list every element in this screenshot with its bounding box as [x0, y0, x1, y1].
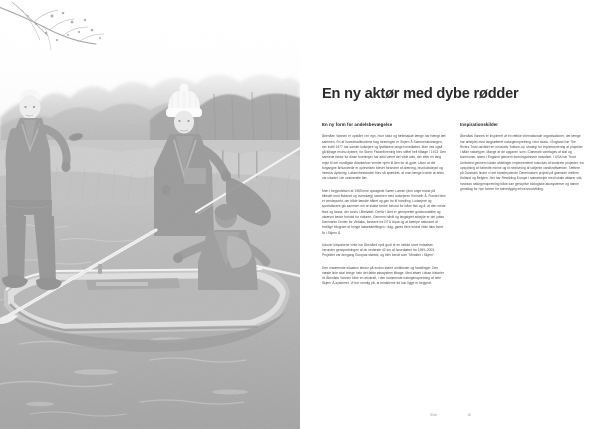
page-title: En ny aktør med dybe rødder	[322, 85, 519, 102]
body-paragraph: Udover kilopalorne virke har Åbenåed nydt godt af en række store indsatser, herunder genopretningen af de nederste 42 km af hovedløbet fra 1999–2003. Projektet var dengang Europas største, og blev kendt som "Mirakler i Skjern".	[322, 242, 436, 258]
body-paragraph: Åbenåds Vannes er inspireret af en række internationale organisationer, der længe har arbejdet med langsøtteret naturgenopretning i stor skala. I England har The Rivers Trust udviklet en innovativ 'bottom-up' strategi for implementering af projekter i både naturtyper, Mange af de opgaver, som i Danmark varetages af stat og kommuner, løses i England gennem foreningsdrevne indsatser. I USA har Trout Unlimited gennem lokale afdelinger implementeret tusindvis af konkrete projekter, fra opsydning af forbedte minne og til nedrivning af udtjente vandkraftværker. Tættere på Danmark finder vi det banebrydende Oeremossen projekt på grænsen mellem Holland og Belgien. Her har Rewilding Europe i samarbejde med lokale aktører vist, hvordan naturgenopretning både kan genoplive biologiske økosystemer og danne grundlag for nye former for bæredygtig erhvervsudvikling.	[460, 134, 584, 191]
column-heading-andelsbevaegelse: En ny form for andelsbevægelse	[322, 122, 393, 127]
body-paragraph: Åbenåen Vannen er opstået i en egn, hvor natur og fællesskab længe har hængt tæt sammen. En af hovedtraditionerne bag foreningen er Skjern Å Sammenslutningen, der indtil 1977 har samlet lodsejere og lystfiskere langs hovedløbet. Man ved også gå tilbage endnu dybere, for Skern Fiskeriforening blev stiftet helt tilbage i 1913. Den samlede faktor for disse foreninger har altid været det vilde laks, der efter en lang rejse til det nordligste Atlanterhav vender hjem til åen for at gyde. Uden at det forgangne århundrede er oplevelsen blevet forandret af dræning, brunkulsdepot og intensiv dyrkning. Laksenbestanden blev så spæktret, at man længe troede at arten var udødet i de vestvendte åer.	[322, 134, 446, 181]
page-footer	[322, 413, 584, 417]
body-paragraph: Den nuværende situation tekdor på endnu større ambitioner og handlinger. Den næste linie skal bringe hele det tabte økosystem tilbage. Med afsæt i disse historier vil Åbenåds Vannen blive en drivkraft, i den kommende naturgenopretning af hele Skjern Å-systemet. Vi tror nemlig på, at miraklerne tid kun ligge er begyndt.	[322, 265, 444, 286]
right-text-page	[300, 0, 600, 429]
footer-page-number: 18	[467, 413, 472, 417]
footer-page-label: Side	[430, 413, 438, 417]
column-heading-inspirationskilder: Inspirationskilder	[460, 122, 499, 127]
body-paragraph: Men i begyndelsen af 1980'erne opdagede Søren Larsen (den unge mand på billedet med fiskenet og overskæg) sammen med lodsejeren Kenneth Å. Fundet blev et vendepunkt, der både tændte håbet og gav tro til handling. Lodsejere og sportsfiskere gik sammen om at skabe bedre forhold for både fisk og å, at den vrede flora og fauna, der tones i åbeløbet. Derfor i året er genoprettet gudecoraldibe og ukrævet bedre forhold for naturen. Gennem hårdt og langsigtet arbejde er det ydtas Danmarks Center for Vildlaks, forskere fra DTU Aqua og at kæmpe naturaret af frivillige kilogram at bringe laksesamtlingen i dag, gøres flere tusind vilde laks hvert år i Skjern Å.	[322, 188, 446, 235]
article-column-left	[322, 122, 446, 287]
article-column-right	[460, 122, 584, 287]
article-columns	[322, 122, 584, 287]
